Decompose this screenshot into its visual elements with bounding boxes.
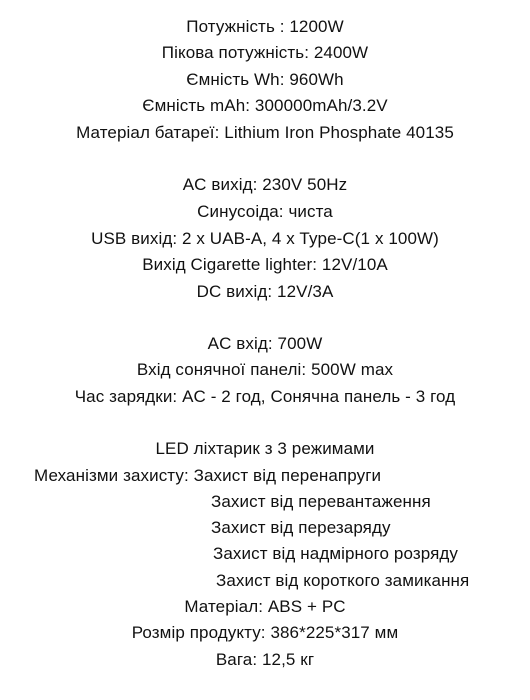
spec-protection-overload: Захист від перевантаження [211, 492, 431, 511]
spec-ac-input: AC вхід: 700W [207, 334, 323, 353]
spec-led-light: LED ліхтарик з 3 режимами [155, 439, 375, 458]
spec-weight: Вага: 12,5 кг [215, 650, 315, 669]
spec-ac-output: AC вихід: 230V 50Hz [182, 175, 348, 194]
spec-charge-time: Час зарядки: AC - 2 год, Сонячна панель - 3 год [74, 387, 456, 406]
spec-power: Потужність : 1200W [186, 17, 344, 36]
spec-sine-wave: Синусоіда: чиста [197, 202, 333, 221]
spec-product-size: Розмір продукту: 386*225*317 мм [131, 623, 399, 642]
spec-peak-power: Пікова потужність: 2400W [161, 43, 369, 62]
spec-protection-overcharge: Захист від перезаряду [211, 518, 391, 537]
spec-protection-short-circuit: Захист від короткого замикання [216, 571, 470, 590]
spec-battery-material: Матеріал батареї: Lithium Iron Phosphate 40135 [76, 123, 454, 142]
spec-cigarette-output: Вихід Cigarette lighter: 12V/10A [142, 255, 388, 274]
spec-solar-input: Вхід сонячної панелі: 500W max [136, 360, 394, 379]
spec-protection-overdischarge: Захист від надмірного розряду [213, 544, 459, 563]
spec-capacity-mah: Ємність mAh: 300000mAh/3.2V [142, 96, 388, 115]
spec-usb-output: USB вихід: 2 x UAB-A, 4 x Type-C(1 x 100W) [91, 229, 439, 248]
spec-protection-label: Механізми захисту: Захист від перенапруги [34, 466, 382, 485]
spec-dc-output: DC вихід: 12V/3A [196, 282, 334, 301]
spec-capacity-wh: Ємність Wh: 960Wh [186, 70, 344, 89]
spec-material: Матеріал: ABS + PC [184, 597, 346, 616]
